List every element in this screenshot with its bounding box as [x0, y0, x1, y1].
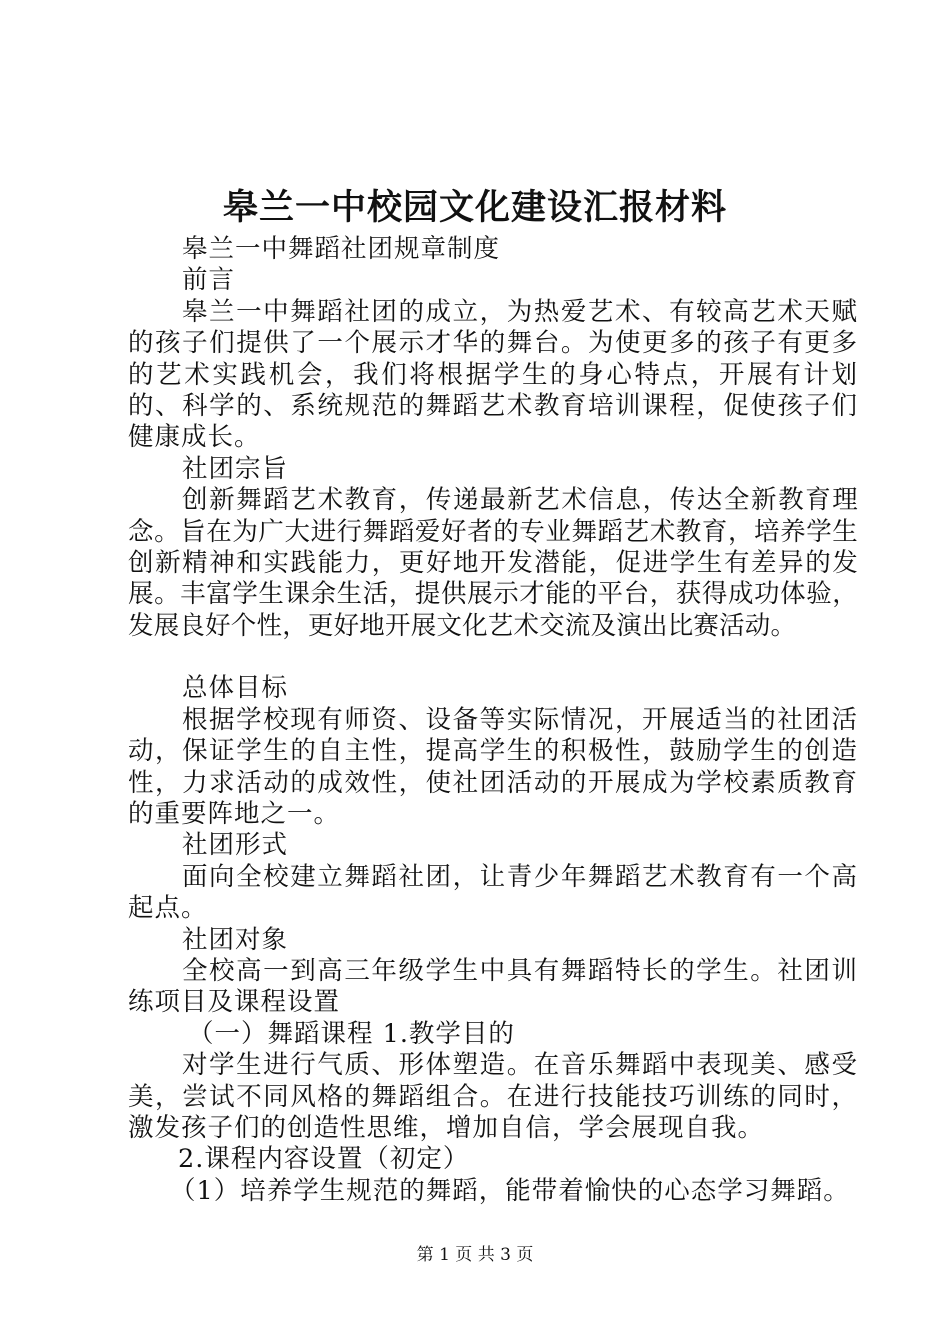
- document-title: 皋兰一中校园文化建设汇报材料: [222, 187, 727, 228]
- target-paragraph: 全校高一到高三年级学生中具有舞蹈特长的学生。社团训练项目及课程设置: [128, 955, 858, 1018]
- preface-heading: 前言: [182, 265, 236, 296]
- goal-heading: 总体目标: [182, 673, 289, 704]
- purpose-heading: 社团宗旨: [182, 453, 289, 484]
- page-footer: 第 1 页 共 3 页: [416, 1245, 534, 1265]
- purpose-paragraph: 创新舞蹈艺术教育，传递最新艺术信息，传达全新教育理念。旨在为广大进行舞蹈爱好者的专业舞蹈艺术教育，培养学生创新精神和实践能力，更好地开发潜能，促进学生有差异的发展。丰富学生课余生活，提供展示才能的平台，获得成功体验，发展良好个性，更好地开展文化艺术交流及演出比赛活动。: [128, 485, 858, 641]
- content-heading: 2.课程内容设置（初定）: [178, 1144, 470, 1175]
- form-paragraph: 面向全校建立舞蹈社团，让青少年舞蹈艺术教育有一个高起点。: [128, 861, 858, 924]
- target-heading: 社团对象: [182, 924, 289, 955]
- form-heading: 社团形式: [182, 830, 289, 861]
- document-body: [128, 234, 858, 1207]
- subtitle: 皋兰一中舞蹈社团规章制度: [182, 234, 501, 264]
- course-paragraph: 对学生进行气质、形体塑造。在音乐舞蹈中表现美、感受美，尝试不同风格的舞蹈组合。在进行技能技巧训练的同时，激发孩子们的创造性思维，增加自信，学会展现自我。: [128, 1050, 858, 1143]
- preface-paragraph: 皋兰一中舞蹈社团的成立，为热爱艺术、有较高艺术天赋的孩子们提供了一个展示才华的舞台。为使更多的孩子有更多的艺术实践机会，我们将根据学生的身心特点，开展有计划的、科学的、系统规范的舞蹈艺术教育培训课程，促使孩子们健康成长。: [128, 296, 858, 453]
- goal-paragraph: 根据学校现有师资、设备等实际情况，开展适当的社团活动，保证学生的自主性，提高学生的积极性，鼓励学生的创造性，力求活动的成效性，使社团活动的开展成为学校素质教育的重要阵地之一。: [128, 704, 858, 829]
- content-item: （1）培养学生规范的舞蹈，能带着愉快的心态学习舞蹈。: [170, 1175, 850, 1206]
- blank-line: [128, 642, 858, 673]
- course-heading: （一）舞蹈课程 1.教学目的: [188, 1018, 515, 1049]
